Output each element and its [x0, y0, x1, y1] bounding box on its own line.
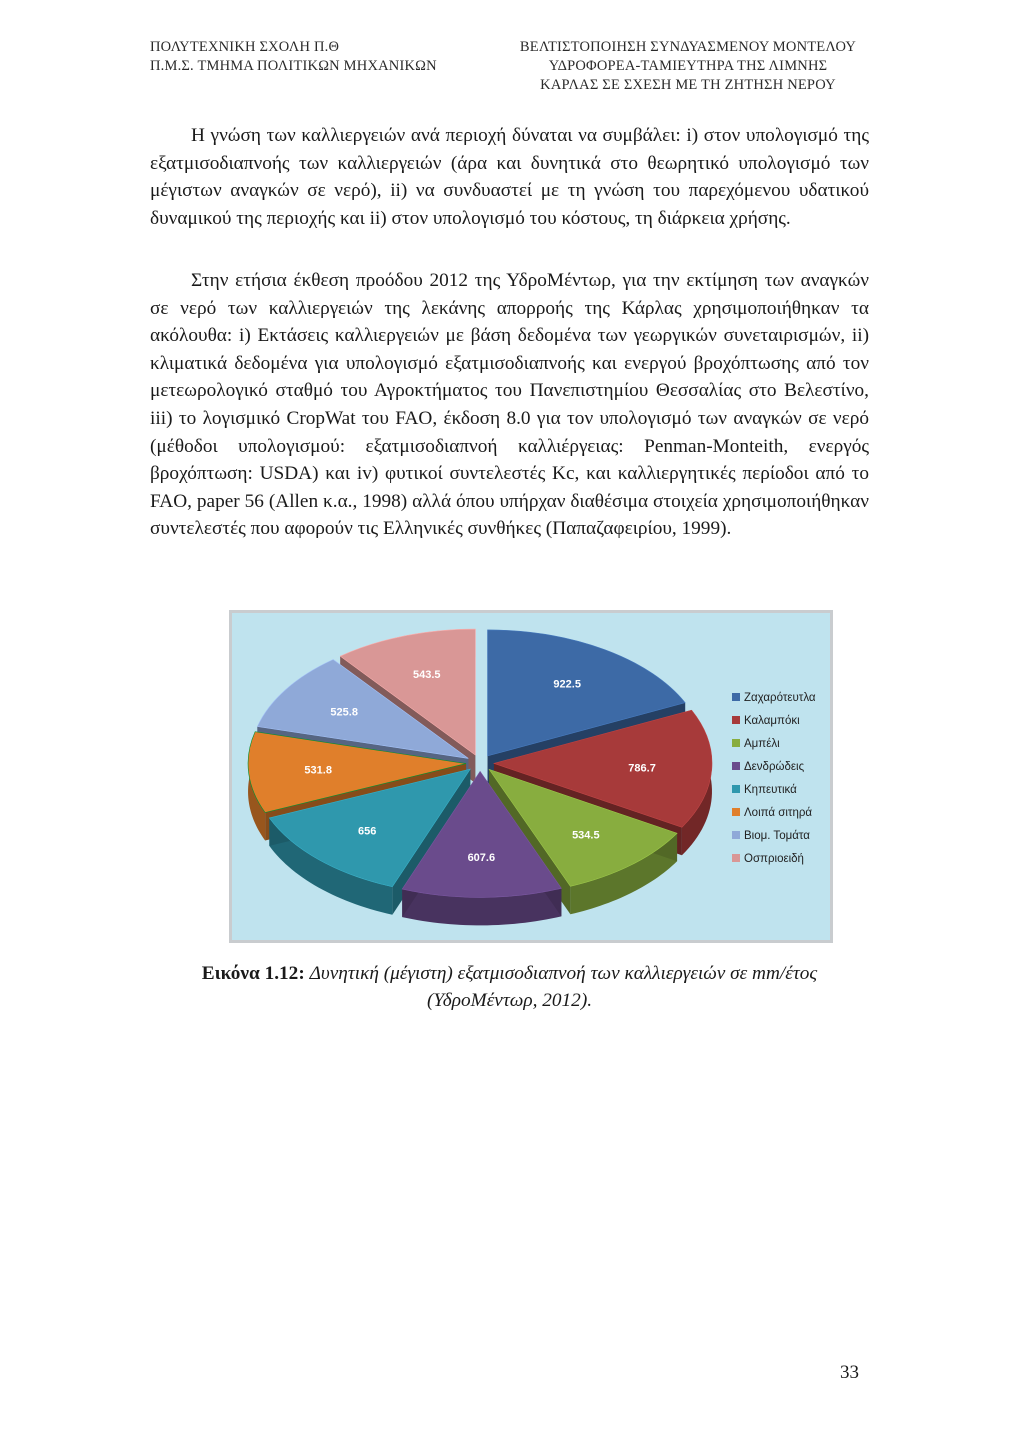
legend-label-8: Οσπριοειδή: [744, 853, 804, 865]
legend-swatch-2: [732, 716, 740, 724]
legend-swatch-6: [732, 808, 740, 816]
slice-value-label-3: 534.5: [572, 829, 600, 842]
legend-swatch-5: [732, 785, 740, 793]
slice-value-label-2: 786.7: [628, 762, 656, 775]
caption-text: Δυνητική (μέγιστη) εξατμισοδιαπνοή των καλλιεργειών σε mm/έτος (ΥδροΜέντωρ, 2012).: [309, 963, 818, 1011]
header-right: [506, 38, 870, 95]
legend-swatch-4: [732, 762, 740, 770]
legend-swatch-7: [732, 831, 740, 839]
paragraph-crop-knowledge: Η γνώση των καλλιεργειών ανά περιοχή δύναται να συμβάλει: i) στον υπολογισμό της εξατμισοδιαπνοής των καλλιεργειών (άρα και δυνητικά στο θεωρητικό υπολογισμό των μέγιστων αναγκών σε νερό), ii) να συνδυαστεί με τη γνώση του παρεχόμενου υδατικού δυναμικού της περιοχής και ii) στον υπολογισμό του κόστους, τη διάρκεια χρήσης.: [150, 125, 869, 229]
legend-label-5: Κηπευτικά: [744, 784, 797, 796]
legend-label-3: Αμπέλι: [744, 738, 780, 750]
slice-value-label-6: 531.8: [304, 764, 332, 777]
paragraph-annual-report: Στην ετήσια έκθεση προόδου 2012 της ΥδροΜέντωρ, για την εκτίμηση των αναγκών σε νερό των καλλιεργειών της λεκάνης απορροής της Κάρλας χρησιμοποιήθηκαν τα ακόλουθα: i) Εκτάσεις καλλιεργειών με βάση δεδομένα των γεωργικών συνεταιρισμών, ii) κλιματικά δεδομένα για υπολογισμό εξατμισοδιαπνοής και ενεργού βροχόπτωσης από τον μετεωρολογικό σταθμό του Αγροκτήματος του Πανεπιστημίου Θεσσαλίας στο Βελεστίνο, iii) το λογισμικό CropWat του FAO, έκδοση 8.0 για τον υπολογισμό των αναγκών σε νερό (μέθοδοι υπολογισμού: εξατμισοδιαπνοή καλλιέργειας: Penman-Monteith, ενεργός βροχόπτωση: USDA) και iv) φυτικοί συντελεστές Kc, και καλλιεργητικές περίοδοι από το FAO, paper 56 (Allen κ.α., 1998) αλλά όπου υπήρχαν διαθέσιμα στοιχεία χρησιμοποιήθηκαν συντελεστές που αφορούν τις Ελληνικές συνθήκες (Παπαζαφειρίου, 1999).: [150, 270, 869, 540]
legend-swatch-8: [732, 854, 740, 862]
slice-value-label-4: 607.6: [467, 852, 496, 865]
header-left: [150, 38, 437, 76]
legend-swatch-1: [732, 693, 740, 701]
header-thesis-title-line2: ΥΔΡΟΦΟΡΕΑ-ΤΑΜΙΕΥΤΗΡΑ ΤΗΣ ΛΙΜΝΗΣ: [548, 58, 828, 74]
pie-chart-area: [232, 613, 830, 940]
legend-label-4: Δενδρώδεις: [744, 761, 805, 773]
slice-value-label-7: 525.8: [330, 706, 358, 719]
legend-label-6: Λοιπά σιτηρά: [744, 807, 813, 819]
legend-label-7: Βιομ. Τομάτα: [744, 830, 810, 842]
legend-label-1: Ζαχαρότευτλα: [744, 692, 816, 704]
slice-value-label-5: 656: [358, 825, 377, 838]
slice-value-label-1: 922.5: [553, 678, 581, 691]
header-school: ΠΟΛΥΤΕΧΝΙΚΗ ΣΧΟΛΗ Π.Θ: [150, 39, 340, 55]
pie-chart-svg: [232, 613, 830, 940]
header-thesis-title-line1: ΒΕΛΤΙΣΤΟΠΟΙΗΣΗ ΣΥΝΔΥΑΣΜΕΝΟΥ ΜΟΝΤΕΛΟΥ: [519, 39, 857, 55]
page-number: 33: [840, 1362, 859, 1383]
legend-swatch-3: [732, 739, 740, 747]
header-department: Π.Μ.Σ. ΤΜΗΜΑ ΠΟΛΙΤΙΚΩΝ ΜΗΧΑΝΙΚΩΝ: [150, 58, 437, 74]
caption-label: Εικόνα 1.12:: [201, 963, 305, 984]
figure-caption: [150, 960, 869, 1014]
pie-chart-figure: [229, 610, 833, 943]
legend-label-2: Καλαμπόκι: [744, 715, 800, 727]
header-thesis-title-line3: ΚΑΡΛΑΣ ΣΕ ΣΧΕΣΗ ΜΕ ΤΗ ΖΗΤΗΣΗ ΝΕΡΟΥ: [540, 77, 836, 93]
slice-value-label-8: 543.5: [413, 669, 441, 682]
